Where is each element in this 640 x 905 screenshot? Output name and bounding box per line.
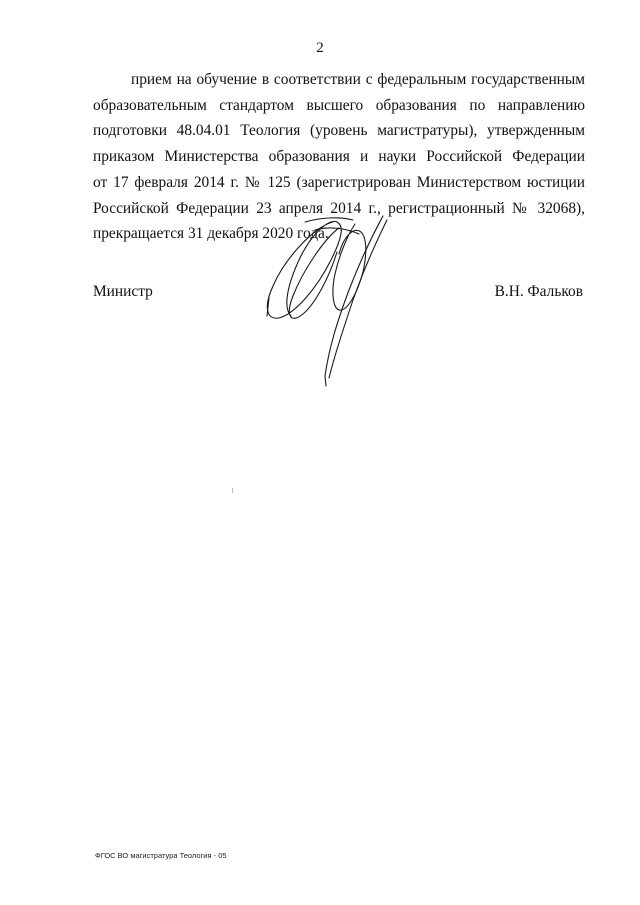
page-number: 2: [316, 40, 324, 56]
paragraph-line: прекращается 31 декабря 2020 года.: [93, 225, 329, 243]
paragraph-line: прием на обучение в соответствии с федеральным государственным: [131, 71, 585, 88]
signatory-name: В.Н. Фальков: [494, 283, 583, 300]
paragraph-line: подготовки 48.04.01 Теология (уровень магистратуры), утвержденным: [93, 122, 585, 140]
signatory-title: Министр: [93, 283, 153, 300]
handwritten-signature: [255, 208, 415, 388]
paragraph-line: Российской Федерации 23 апреля 2014 г., регистрационный № 32068),: [93, 199, 585, 217]
footer-document-code: ФГОС ВО магистратура Теология - 05: [95, 851, 227, 860]
paragraph-line: от 17 февраля 2014 г. № 125 (зарегистрирован Министерством юстиции: [93, 173, 585, 191]
paragraph-line: приказом Министерства образования и науки Российской Федерации: [93, 148, 585, 166]
paragraph-line: образовательным стандартом высшего образования по направлению: [93, 96, 585, 114]
scan-artifact: [232, 488, 233, 493]
